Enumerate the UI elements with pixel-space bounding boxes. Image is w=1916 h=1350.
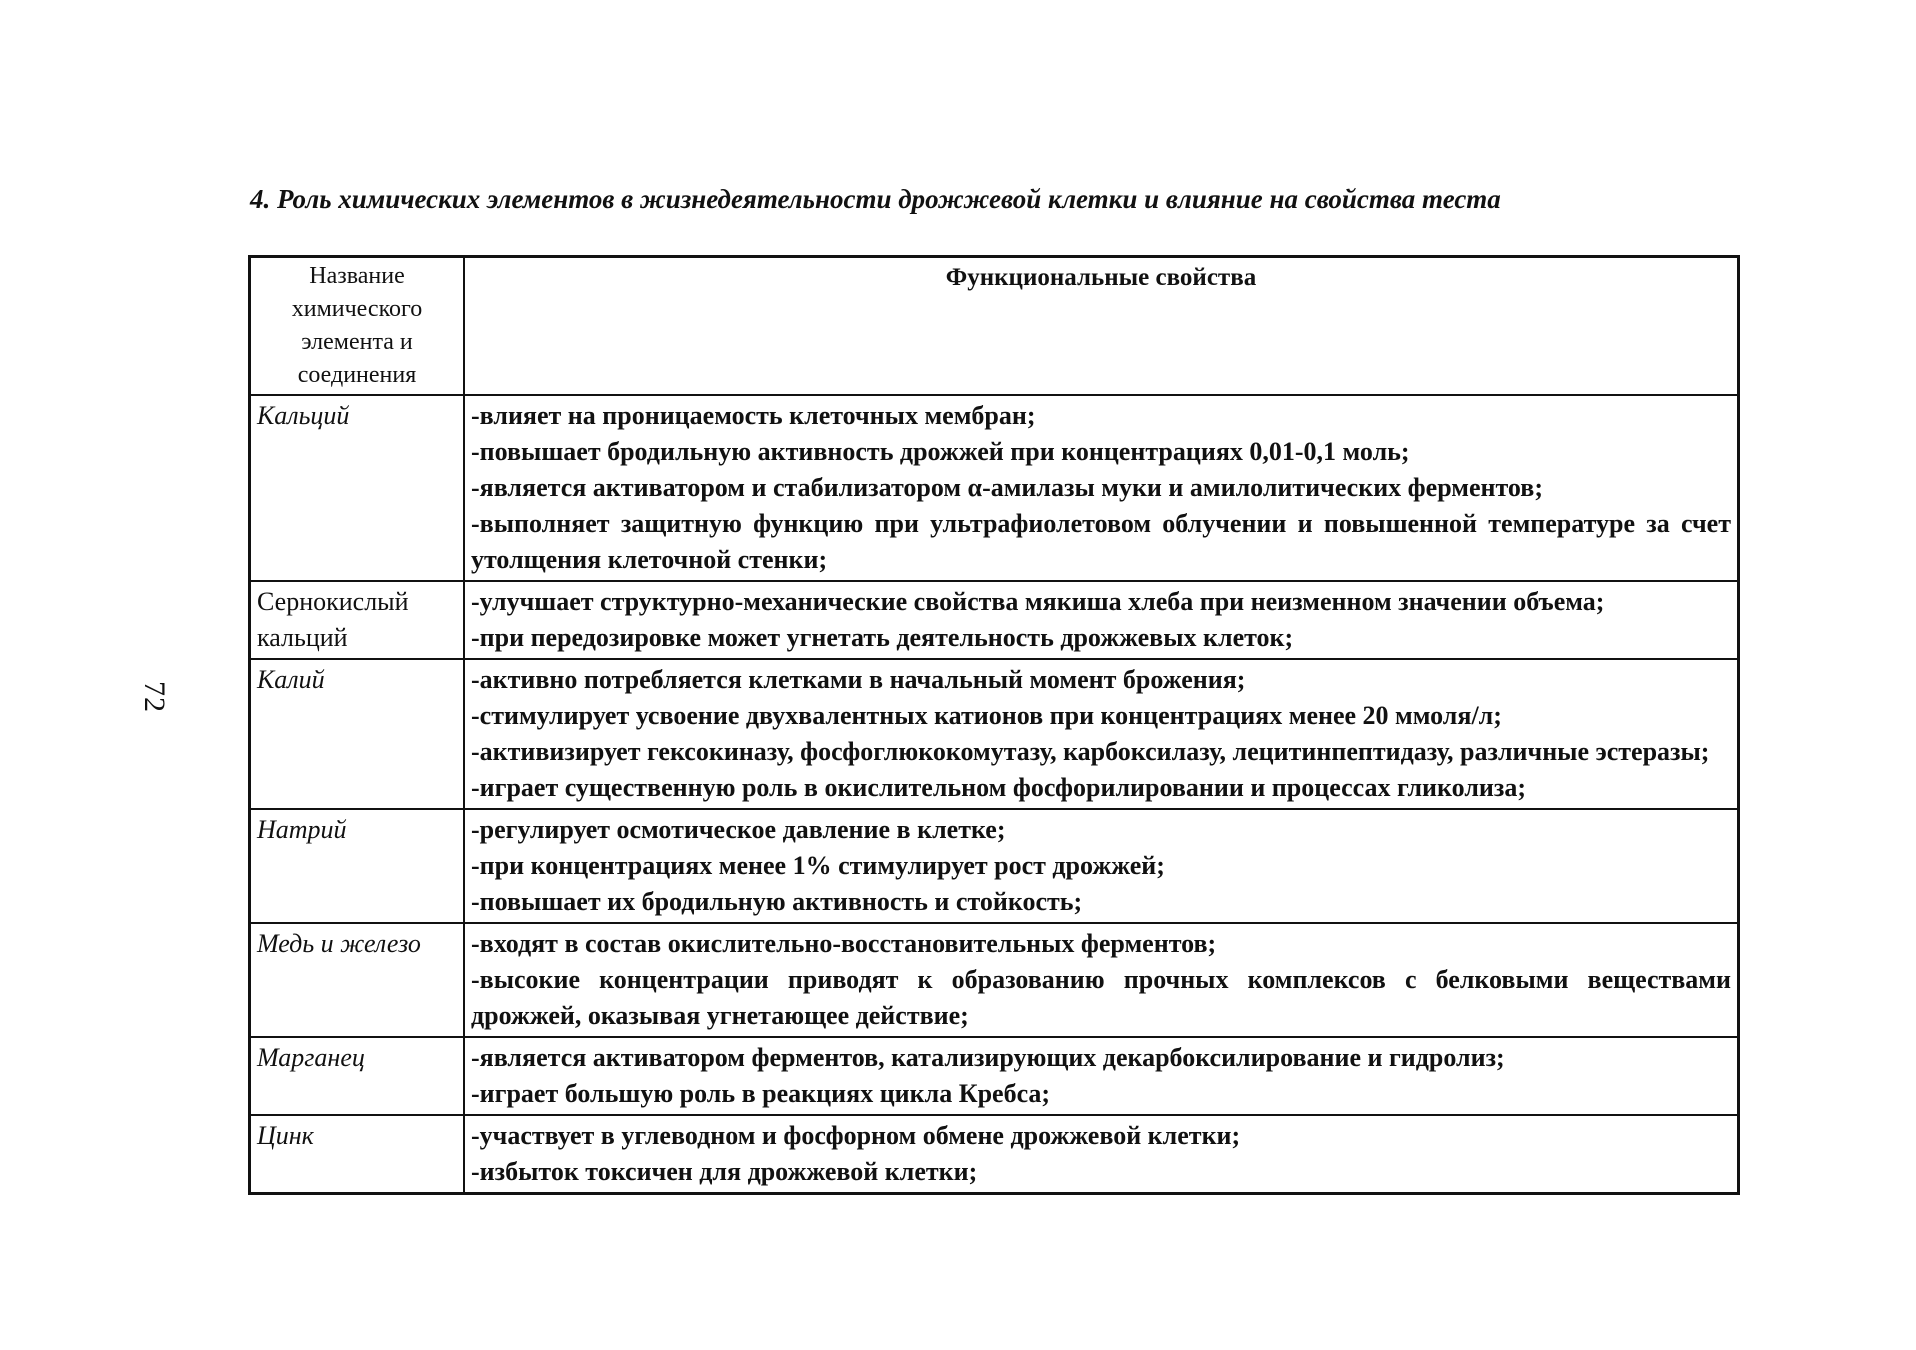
property-line: -высокие концентрации приводят к образованию прочных комплексов с белковыми веществами дрожжей, оказывая угнетающее действие; xyxy=(471,965,1731,1030)
element-name-cell: Медь и железо xyxy=(250,923,465,1037)
element-properties-cell xyxy=(464,1037,1739,1115)
header-functional-properties: Функциональные свойства xyxy=(464,257,1739,396)
element-properties-cell xyxy=(464,395,1739,581)
element-name-cell: Цинк xyxy=(250,1115,465,1194)
elements-table xyxy=(248,255,1740,1195)
table-row xyxy=(250,1115,1739,1194)
table-row xyxy=(250,659,1739,809)
property-line: -активизирует гексокиназу, фосфоглюкокомутазу, карбоксилазу, лецитинпептидазу, различные эстеразы; xyxy=(471,737,1710,766)
table-row xyxy=(250,923,1739,1037)
property-line: -при концентрациях менее 1% стимулирует рост дрожжей; xyxy=(471,851,1165,880)
element-properties-cell xyxy=(464,809,1739,923)
table-body xyxy=(250,395,1739,1194)
element-name-cell: Кальций xyxy=(250,395,465,581)
property-line: -влияет на проницаемость клеточных мембран; xyxy=(471,401,1036,430)
property-line: -избыток токсичен для дрожжевой клетки; xyxy=(471,1157,978,1186)
property-line: -является активатором ферментов, катализирующих декарбоксилирование и гидролиз; xyxy=(471,1043,1505,1072)
element-properties-cell xyxy=(464,1115,1739,1194)
table-row xyxy=(250,581,1739,659)
property-line: -стимулирует усвоение двухвалентных катионов при концентрациях менее 20 ммоля/л; xyxy=(471,701,1502,730)
element-name-cell: Калий xyxy=(250,659,465,809)
element-name-cell: Сернокислый кальций xyxy=(250,581,465,659)
element-properties-cell xyxy=(464,659,1739,809)
table-title: 4. Роль химических элементов в жизнедеятельности дрожжевой клетки и влияние на свойства теста xyxy=(250,184,1501,214)
property-line: -играет большую роль в реакциях цикла Кребса; xyxy=(471,1079,1051,1108)
table-header-row xyxy=(250,257,1739,396)
property-line: -участвует в углеводном и фосфорном обмене дрожжевой клетки; xyxy=(471,1121,1241,1150)
property-line: -является активатором и стабилизатором α-амилазы муки и амилолитических ферментов; xyxy=(471,473,1543,502)
property-line: -регулирует осмотическое давление в клетке; xyxy=(471,815,1006,844)
property-line: -входят в состав окислительно-восстановительных ферментов; xyxy=(471,929,1217,958)
element-properties-cell xyxy=(464,923,1739,1037)
element-name-cell: Натрий xyxy=(250,809,465,923)
header-element-name: Название химического элемента и соединения xyxy=(250,257,465,396)
property-line: -выполняет защитную функцию при ультрафиолетовом облучении и повышенной температуре за счет утолщения клеточной стенки; xyxy=(471,509,1731,574)
property-line: -активно потребляется клетками в начальный момент брожения; xyxy=(471,665,1246,694)
property-line: -повышает их бродильную активность и стойкость; xyxy=(471,887,1083,916)
element-name-cell: Марганец xyxy=(250,1037,465,1115)
property-line: -при передозировке может угнетать деятельность дрожжевых клеток; xyxy=(471,623,1294,652)
property-line: -повышает бродильную активность дрожжей при концентрациях 0,01-0,1 моль; xyxy=(471,437,1410,466)
element-properties-cell xyxy=(464,581,1739,659)
table-row xyxy=(250,395,1739,581)
table-row xyxy=(250,1037,1739,1115)
page-number: 72 xyxy=(138,681,171,713)
property-line: -улучшает структурно-механические свойства мякиша хлеба при неизменном значении объема; xyxy=(471,587,1605,616)
property-line: -играет существенную роль в окислительном фосфорилировании и процессах гликолиза; xyxy=(471,773,1527,802)
table-row xyxy=(250,809,1739,923)
